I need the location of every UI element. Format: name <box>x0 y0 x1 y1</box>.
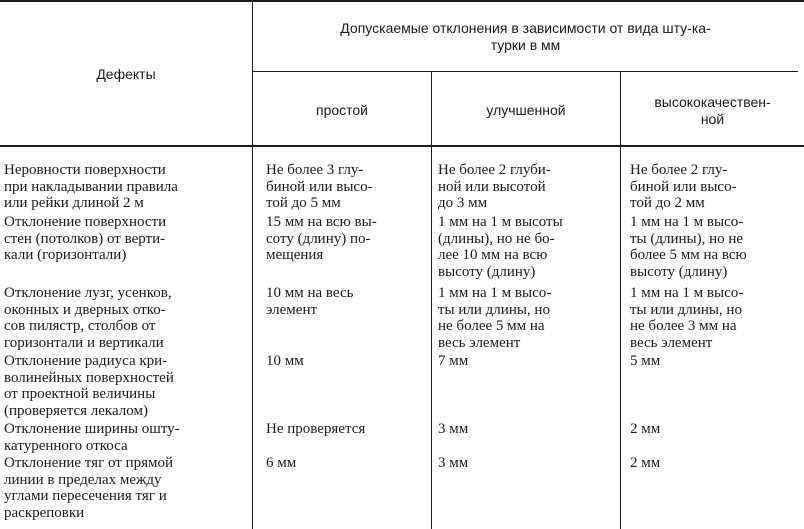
row-6-simple: 6 мм <box>266 455 297 471</box>
row-5-high: 2 мм <box>630 421 661 437</box>
row-5-defect: Отклонение ширины ошту- катуренного откоса <box>4 421 180 454</box>
row-6-defect: Отклонение тяг от прямой линии в пределах между углами пересечения тяг и раскреповки <box>4 455 174 521</box>
row-4-improved: 7 мм <box>438 353 469 369</box>
table-top-border <box>0 0 804 2</box>
header-defects: Дефекты <box>96 66 156 82</box>
row-1-improved: Не более 2 глуби- ной или высотой до 3 мм <box>438 162 551 212</box>
header-bottom-border <box>0 145 804 147</box>
row-2-simple: 15 мм на всю вы- соту (длину) по- мещения <box>266 214 377 264</box>
row-3-improved: 1 мм на 1 м высо- ты или длины, но не более 5 мм на весь элемент <box>438 285 552 351</box>
row-2-defect: Отклонение поверхности стен (потолков) от верти- кали (горизонтали) <box>4 214 167 264</box>
column-divider-2 <box>431 72 432 529</box>
row-6-improved: 3 мм <box>438 455 469 471</box>
header-subdivider <box>252 71 798 72</box>
row-5-simple: Не проверяется <box>266 421 366 437</box>
row-1-high: Не более 2 глу- биной или высо- той до 2 мм <box>630 162 737 212</box>
row-2-high: 1 мм на 1 м высо- ты (длины), но не более 5 мм на всю высоту (длину) <box>630 214 747 280</box>
column-divider-1 <box>252 0 253 529</box>
row-4-defect: Отклонение радиуса кри- волинейных поверхностей от проектной величины (проверяется лекалом) <box>4 353 174 419</box>
row-1-defect: Неровности поверхности при накладывании правила или рейки длиной 2 м <box>4 162 178 212</box>
header-deviation-title: Допускаемые отклонения в зависимости от вида шту-ка- турки в мм <box>340 20 711 53</box>
row-3-defect: Отклонение лузг, усенков, оконных и дверных отко- сов пилястр, столбов от горизонтали и вертикали <box>4 285 172 351</box>
row-6-high: 2 мм <box>630 455 661 471</box>
header-col-high: высококачествен- ной <box>654 94 771 127</box>
row-3-simple: 10 мм на весь элемент <box>266 285 354 318</box>
row-4-high: 5 мм <box>630 353 661 369</box>
header-col-simple: простой <box>315 102 368 118</box>
row-2-improved: 1 мм на 1 м высоты (длины), но не бо- лее 10 мм на всю высоту (длину) <box>438 214 563 280</box>
row-5-improved: 3 мм <box>438 421 469 437</box>
row-1-simple: Не более 3 глу- биной или высо- той до 5 мм <box>266 162 373 212</box>
column-divider-3 <box>620 72 621 529</box>
header-col-improved: улучшенной <box>486 102 566 118</box>
row-3-high: 1 мм на 1 м высо- ты или длины, но не более 3 мм на весь элемент <box>630 285 744 351</box>
row-4-simple: 10 мм <box>266 353 304 369</box>
